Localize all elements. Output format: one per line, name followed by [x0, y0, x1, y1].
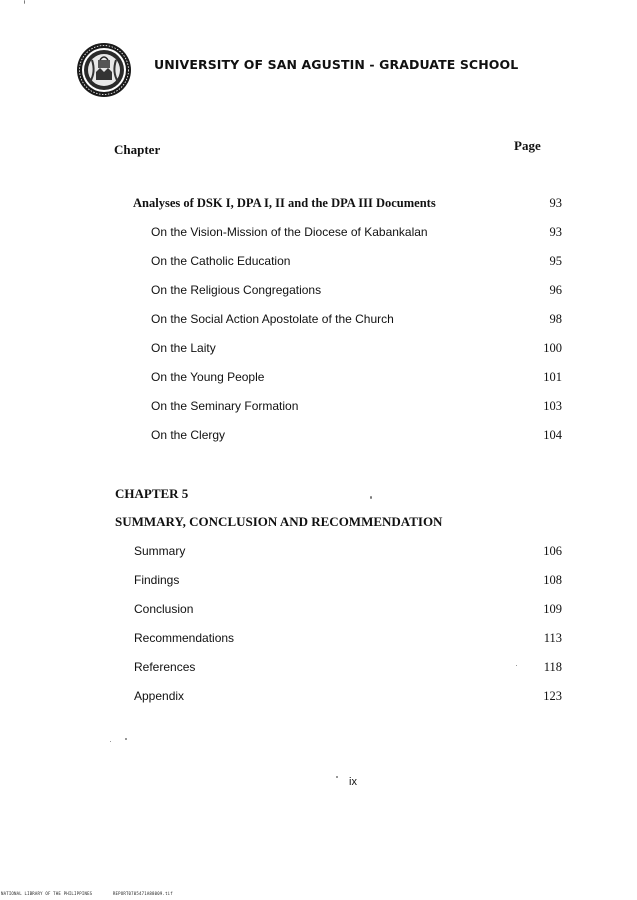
toc-entry-page: 98 [549, 312, 562, 326]
university-seal-icon [76, 42, 132, 98]
toc-entry [0, 370, 637, 390]
toc-entry-title: On the Clergy [151, 428, 226, 442]
toc-entry [0, 225, 637, 245]
toc-entry-title: On the Social Action Apostolate of the Church [151, 312, 394, 326]
toc-entry [0, 254, 637, 274]
toc-entry-page: 123 [543, 689, 562, 703]
toc-entry-title: On the Laity [151, 341, 216, 355]
toc-entry-page: 103 [543, 399, 562, 413]
toc-entry [0, 196, 637, 216]
scan-speck [110, 741, 111, 742]
toc-entry-page: 95 [549, 254, 562, 268]
toc-entry-title: Appendix [134, 689, 185, 703]
toc-entry-title: Analyses of DSK I, DPA I, II and the DPA III Documents [133, 196, 436, 210]
toc-entry [0, 283, 637, 303]
scan-speck [336, 776, 338, 778]
footer-file-name: REPORT0705471A88009.tif [112, 891, 173, 896]
toc-entry [0, 660, 637, 680]
toc-entry [0, 602, 637, 622]
chapter-column-label: Chapter [114, 142, 161, 157]
toc-entry-title: Summary [134, 544, 186, 558]
toc-entry-page: 106 [543, 544, 562, 558]
toc-entry-page: 96 [549, 283, 562, 297]
toc-entry-title: On the Vision-Mission of the Diocese of Kabankalan [151, 225, 428, 239]
scan-footer [1, 891, 191, 896]
toc-entry-title: References [134, 660, 196, 674]
toc-entry [0, 428, 637, 448]
scan-speck [125, 738, 127, 740]
toc-entry [0, 631, 637, 651]
toc-entry-page: 108 [543, 573, 562, 587]
chapter-5-title: SUMMARY, CONCLUSION AND RECOMMENDATION [115, 514, 443, 529]
toc-entry-page: 113 [543, 631, 562, 645]
toc-entry [0, 312, 637, 332]
toc-entry-title: Recommendations [134, 631, 235, 645]
toc-entry [0, 544, 637, 564]
toc-entry-title: Findings [134, 573, 180, 587]
toc-entry [0, 689, 637, 709]
toc-entry-page: 104 [543, 428, 562, 442]
toc-entry-title: On the Religious Congregations [151, 283, 322, 297]
chapter-5-label: CHAPTER 5 [115, 486, 189, 501]
scan-speck [24, 0, 25, 4]
page-number: ix [349, 776, 357, 788]
toc-entry-page: 93 [549, 225, 562, 239]
toc-entry-page: 93 [549, 196, 562, 210]
page-column-label: Page [514, 138, 541, 153]
scan-speck [370, 496, 372, 499]
toc-entry-page: 101 [543, 370, 562, 384]
toc-entry-page: 118 [543, 660, 562, 674]
toc-entry [0, 399, 637, 419]
toc-entry-page: 100 [543, 341, 562, 355]
toc-entry-title: On the Seminary Formation [151, 399, 299, 413]
toc-entry-page: 109 [543, 602, 562, 616]
toc-entry-title: On the Young People [151, 370, 265, 384]
toc-entry [0, 341, 637, 361]
toc-entry-title: Conclusion [134, 602, 194, 616]
scan-speck [516, 665, 517, 666]
footer-library-name: NATIONAL LIBRARY OF THE PHILIPPINES [1, 891, 93, 896]
university-header-title: UNIVERSITY OF SAN AGUSTIN - GRADUATE SCHOOL [154, 57, 519, 72]
toc-entry [0, 573, 637, 593]
toc-entry-title: On the Catholic Education [151, 254, 291, 268]
